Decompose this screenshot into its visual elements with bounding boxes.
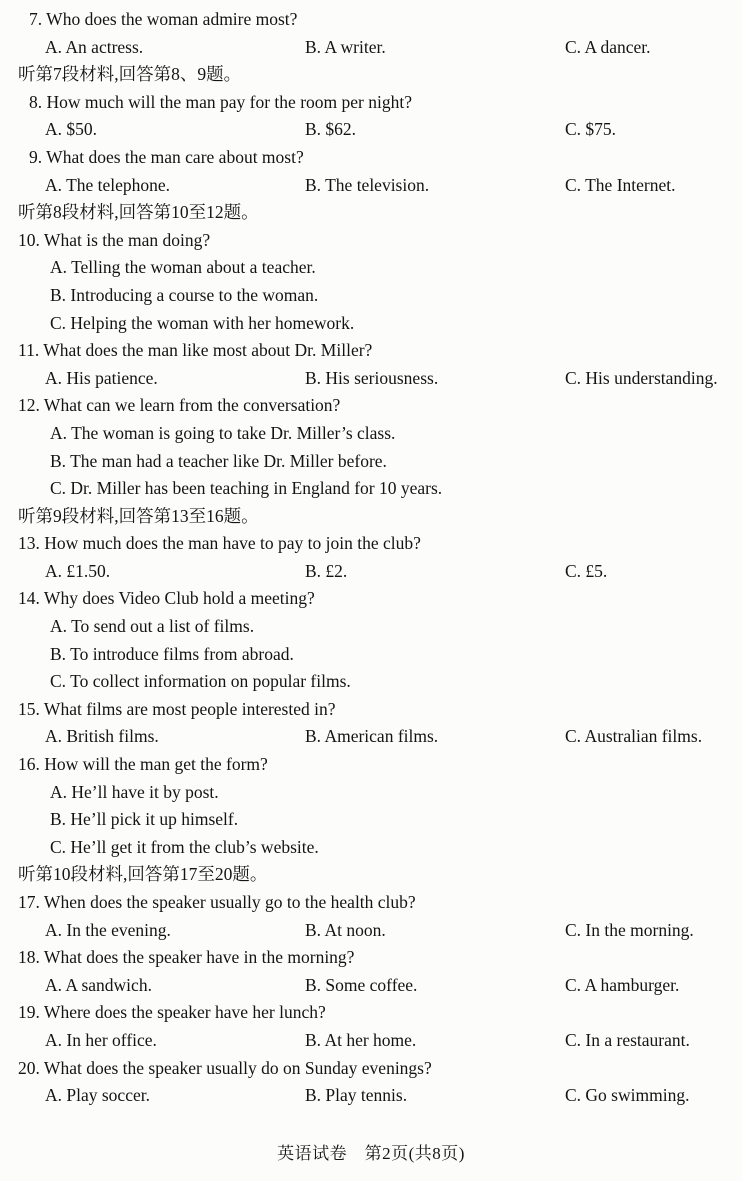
question-19-stem: 19. Where does the speaker have her lunch?: [18, 1002, 326, 1023]
question-15-options: [45, 723, 726, 751]
question-17-option-c: C. In the morning.: [565, 919, 694, 940]
question-13-options: [45, 558, 726, 586]
question-9-option-a: A. The telephone.: [45, 174, 171, 195]
question-19-option-b: B. At her home.: [305, 1029, 417, 1050]
question-8-stem: 8. How much will the man pay for the room per night?: [29, 91, 412, 112]
question-9-option-c: C. The Internet.: [565, 174, 676, 195]
question-17: [18, 889, 726, 944]
section-header-material-8: 听第8段材料,回答第10至12题。: [18, 202, 259, 223]
question-20-options: [45, 1082, 726, 1110]
question-15-option-b: B. American films.: [305, 726, 439, 747]
question-8-option-b: B. $62.: [305, 119, 357, 140]
question-9-stem: 9. What does the man care about most?: [29, 146, 304, 167]
question-17-options: [45, 917, 726, 945]
question-12-stem: 12. What can we learn from the conversation?: [18, 395, 341, 416]
question-11-option-a: A. His patience.: [45, 367, 158, 388]
question-13-option-b: B. £2.: [305, 560, 348, 581]
question-10: [18, 227, 726, 337]
question-13: [18, 530, 726, 585]
question-19-option-c: C. In a restaurant.: [565, 1029, 690, 1050]
question-20-option-b: B. Play tennis.: [305, 1085, 408, 1106]
question-16-option-c: C. He’ll get it from the club’s website.: [50, 836, 319, 857]
question-9-options: [45, 172, 726, 200]
question-19-option-a: A. In her office.: [45, 1029, 157, 1050]
question-12-option-b: B. The man had a teacher like Dr. Miller before.: [50, 450, 387, 471]
question-16-option-b: B. He’ll pick it up himself.: [50, 809, 239, 830]
question-18-stem: 18. What does the speaker have in the morning?: [18, 947, 355, 968]
question-13-option-a: A. £1.50.: [45, 560, 111, 581]
question-7-options: [45, 34, 726, 62]
section-header-material-9: 听第9段材料,回答第13至16题。: [18, 505, 259, 526]
question-20-option-a: A. Play soccer.: [45, 1085, 150, 1106]
question-19-options: [45, 1027, 726, 1055]
section-header-material-10: 听第10段材料,回答第17至20题。: [18, 864, 268, 885]
question-16: [18, 751, 726, 861]
question-20-option-c: C. Go swimming.: [565, 1085, 690, 1106]
question-14-option-c: C. To collect information on popular films.: [50, 671, 351, 692]
question-11: [18, 337, 726, 392]
question-17-option-a: A. In the evening.: [45, 919, 171, 940]
question-14-option-b: B. To introduce films from abroad.: [50, 643, 294, 664]
question-12: [18, 392, 726, 502]
question-13-option-c: C. £5.: [565, 560, 608, 581]
question-19: [18, 999, 726, 1054]
question-8-options: [45, 116, 726, 144]
question-20-stem: 20. What does the speaker usually do on Sunday evenings?: [18, 1057, 432, 1078]
question-12-options: [18, 420, 726, 503]
question-17-stem: 17. When does the speaker usually go to the health club?: [18, 892, 416, 912]
question-18-option-a: A. A sandwich.: [45, 974, 152, 995]
question-11-option-b: B. His seriousness.: [305, 367, 439, 388]
question-16-options: [18, 779, 726, 862]
question-14: [18, 585, 726, 695]
question-10-option-a: A. Telling the woman about a teacher.: [50, 257, 316, 278]
question-11-stem: 11. What does the man like most about Dr. Miller?: [18, 340, 373, 361]
question-9-option-b: B. The television.: [305, 174, 430, 195]
page-footer: 英语试卷 第2页(共8页): [277, 1144, 465, 1164]
question-7-option-b: B. A writer.: [305, 36, 386, 57]
question-18-option-c: C. A hamburger.: [565, 974, 680, 995]
question-8: [18, 89, 726, 144]
question-10-stem: 10. What is the man doing?: [18, 229, 211, 250]
question-15-stem: 15. What films are most people interested in?: [18, 698, 336, 719]
question-10-options: [18, 254, 726, 337]
question-18-options: [45, 972, 726, 1000]
question-7-option-c: C. A dancer.: [565, 36, 651, 57]
question-17-option-b: B. At noon.: [305, 919, 386, 940]
question-12-option-a: A. The woman is going to take Dr. Miller’s class.: [50, 422, 396, 443]
question-10-option-c: C. Helping the woman with her homework.: [50, 312, 355, 333]
question-11-options: [45, 365, 726, 393]
question-13-stem: 13. How much does the man have to pay to join the club?: [18, 533, 421, 554]
question-8-option-c: C. $75.: [565, 119, 617, 140]
question-12-option-c: C. Dr. Miller has been teaching in England for 10 years.: [50, 478, 443, 499]
question-14-stem: 14. Why does Video Club hold a meeting?: [18, 588, 315, 609]
question-7: [18, 6, 726, 61]
question-15-option-a: A. British films.: [45, 726, 159, 747]
question-14-option-a: A. To send out a list of films.: [50, 616, 255, 637]
question-18-option-b: B. Some coffee.: [305, 974, 418, 995]
question-10-option-b: B. Introducing a course to the woman.: [50, 284, 319, 305]
question-8-option-a: A. $50.: [45, 119, 98, 140]
question-15: [18, 696, 726, 751]
section-header-material-7: 听第7段材料,回答第8、9题。: [18, 64, 242, 85]
question-20: [18, 1055, 726, 1110]
question-16-option-a: A. He’ll have it by post.: [50, 781, 219, 802]
question-18: [18, 944, 726, 999]
question-7-stem: 7. Who does the woman admire most?: [29, 9, 298, 29]
question-16-stem: 16. How will the man get the form?: [18, 754, 268, 775]
question-9: [18, 144, 726, 199]
question-14-options: [18, 613, 726, 696]
question-11-option-c: C. His understanding.: [565, 367, 718, 388]
question-15-option-c: C. Australian films.: [565, 726, 703, 747]
question-7-option-a: A. An actress.: [45, 36, 144, 57]
